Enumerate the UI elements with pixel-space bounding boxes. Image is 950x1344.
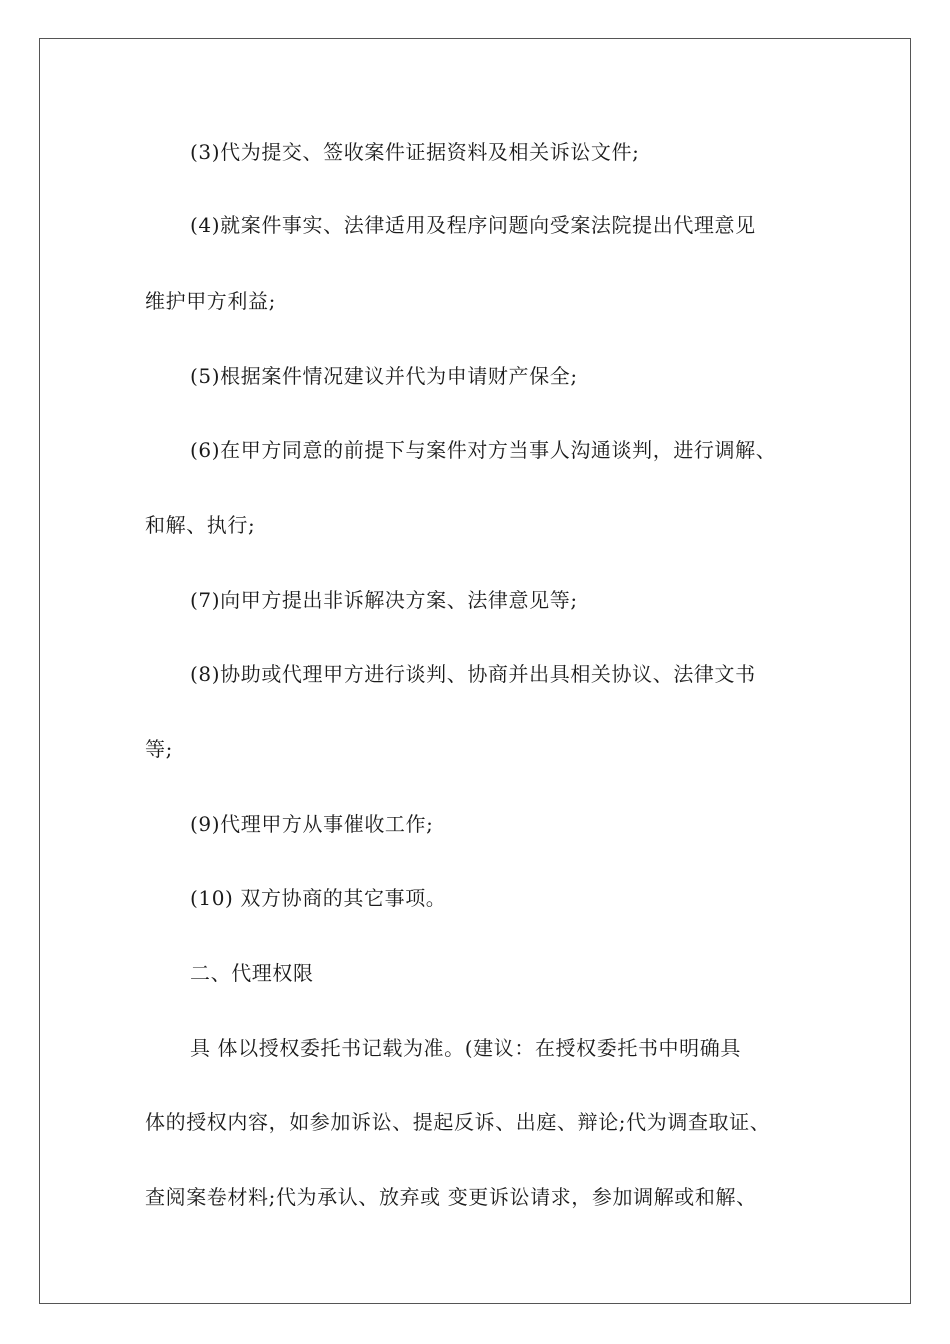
item-5-line: (5)根据案件情况建议并代为申请财产保全; [190,364,578,388]
item-7-line: (7)向甲方提出非诉解决方案、法律意见等; [190,588,578,612]
section-heading: 二、代理权限 [190,961,314,985]
item-8-line-2: 等; [145,737,173,761]
paragraph-line-3: 查阅案卷材料;代为承认、放弃或 变更诉讼请求，参加调解或和解、 [145,1185,757,1209]
item-6-line-1: (6)在甲方同意的前提下与案件对方当事人沟通谈判，进行调解、 [190,438,777,462]
item-3-line: (3)代为提交、签收案件证据资料及相关诉讼文件; [190,140,640,164]
item-6-line-2: 和解、执行; [145,513,256,537]
item-10-line: (10) 双方协商的其它事项。 [190,886,447,910]
paragraph-line-1: 具 体以授权委托书记载为准。(建议：在授权委托书中明确具 [190,1036,741,1060]
item-4-line-1: (4)就案件事实、法律适用及程序问题向受案法院提出代理意见 [190,213,756,237]
paragraph-line-2: 体的授权内容，如参加诉讼、提起反诉、出庭、辩论;代为调查取证、 [145,1110,771,1134]
item-9-line: (9)代理甲方从事催收工作; [190,812,434,836]
item-4-line-2: 维护甲方利益; [145,289,276,313]
item-8-line-1: (8)协助或代理甲方进行谈判、协商并出具相关协议、法律文书 [190,662,756,686]
